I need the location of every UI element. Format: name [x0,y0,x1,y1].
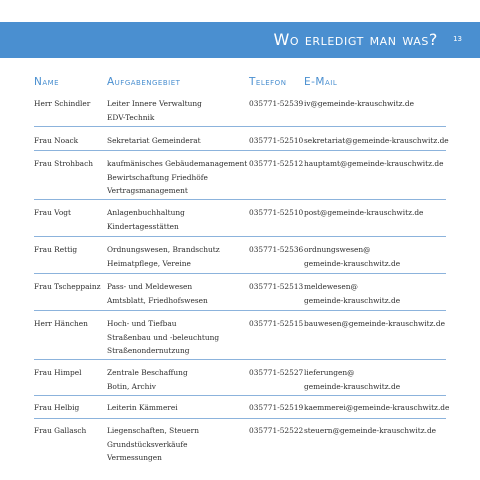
row-name: Frau Himpel [34,368,82,377]
column-header-name: Name [34,76,60,88]
row-divider [34,126,446,127]
row-phone: 035771-52512 [249,159,304,168]
row-divider [34,359,446,360]
row-email-line: kaemmerei@gemeinde-krauschwitz.de [304,403,450,412]
row-area-line: Ordnungswesen, Brandschutz [107,245,220,254]
row-name: Frau Helbig [34,403,80,412]
row-area-line: Anlagenbuchhaltung [107,208,185,217]
row-phone: 035771-52515 [249,319,304,328]
row-area-line: Vermessungen [107,453,162,462]
row-area-line: Grundstücksverkäufe [107,439,188,449]
column-header-email: E-Mail [304,76,338,88]
row-area-line: Leiter Innere Verwaltung [107,99,202,108]
row-phone: 035771-52510 [249,136,304,145]
row-name: Herr Schindler [34,99,91,108]
page-title: Wo erledigt man was? [273,30,438,49]
row-email-line: lieferungen@ [304,368,355,377]
row-area-line: Hoch- und Tiefbau [107,319,177,328]
row-area-line: Heimatpflege, Vereine [107,258,191,268]
row-email-line: gemeinde-krauschwitz.de [304,381,401,391]
column-header-phone: Telefon [249,76,287,88]
row-area-line: Zentrale Beschaffung [107,368,188,377]
page-number: 13 [453,35,462,43]
row-email-line: sekretariat@gemeinde-krauschwitz.de [304,136,449,145]
row-divider [34,150,446,151]
row-name: Frau Gallasch [34,426,87,435]
row-area-line: Bewirtschaftung Friedhöfe [107,172,208,182]
row-area-line: Leiterin Kämmerei [107,403,178,412]
row-email-line: ordnungswesen@ [304,245,371,254]
row-email-line: bauwesen@gemeinde-krauschwitz.de [304,319,446,328]
row-name: Frau Rettig [34,245,78,254]
row-name: Frau Noack [34,136,79,145]
row-phone: 035771-52513 [249,282,304,291]
row-area-line: Straßenbau und -beleuchtung [107,332,220,342]
row-email-line: gemeinde-krauschwitz.de [304,258,401,268]
row-phone: 035771-52536 [249,245,304,254]
row-divider [34,418,446,419]
row-email-line: gemeinde-krauschwitz.de [304,295,401,305]
row-area-line: Vertragsmanagement [107,186,188,195]
row-phone: 035771-52539 [249,99,304,108]
row-divider [34,310,446,311]
row-phone: 035771-52527 [249,368,304,377]
row-area-line: Straßenondernutzung [107,346,190,355]
row-area-line: Liegenschaften, Steuern [107,426,199,435]
row-phone: 035771-52522 [249,426,304,435]
row-area-line: kaufmänisches Gebäudemanagement [107,159,248,168]
row-divider [34,199,446,200]
row-email-line: steuern@gemeinde-krauschwitz.de [304,426,437,435]
row-area-line: Sekretariat Gemeinderat [107,136,201,145]
row-email-line: meldewesen@ [304,282,358,291]
row-name: Frau Tscheppainz [34,282,101,291]
row-email-line: post@gemeinde-krauschwitz.de [304,208,424,217]
row-area-line: Kindertagesstätten [107,221,179,231]
row-divider [34,395,446,396]
row-name: Frau Strohbach [34,159,93,168]
row-name: Herr Hänchen [34,319,88,328]
row-email-line: iv@gemeinde-krauschwitz.de [304,99,415,108]
row-divider [34,236,446,237]
row-area-line: Pass- und Meldewesen [107,282,193,291]
row-email-line: hauptamt@gemeinde-krauschwitz.de [304,159,444,168]
row-phone: 035771-52519 [249,403,304,412]
row-area-line: EDV-Technik [107,112,155,122]
row-area-line: Botin, Archiv [107,381,156,391]
row-divider [34,273,446,274]
row-name: Frau Vogt [34,208,71,217]
row-phone: 035771-52510 [249,208,304,217]
row-area-line: Amtsblatt, Friedhofswesen [107,295,208,305]
column-header-area: Aufgabengebiet [107,76,181,88]
